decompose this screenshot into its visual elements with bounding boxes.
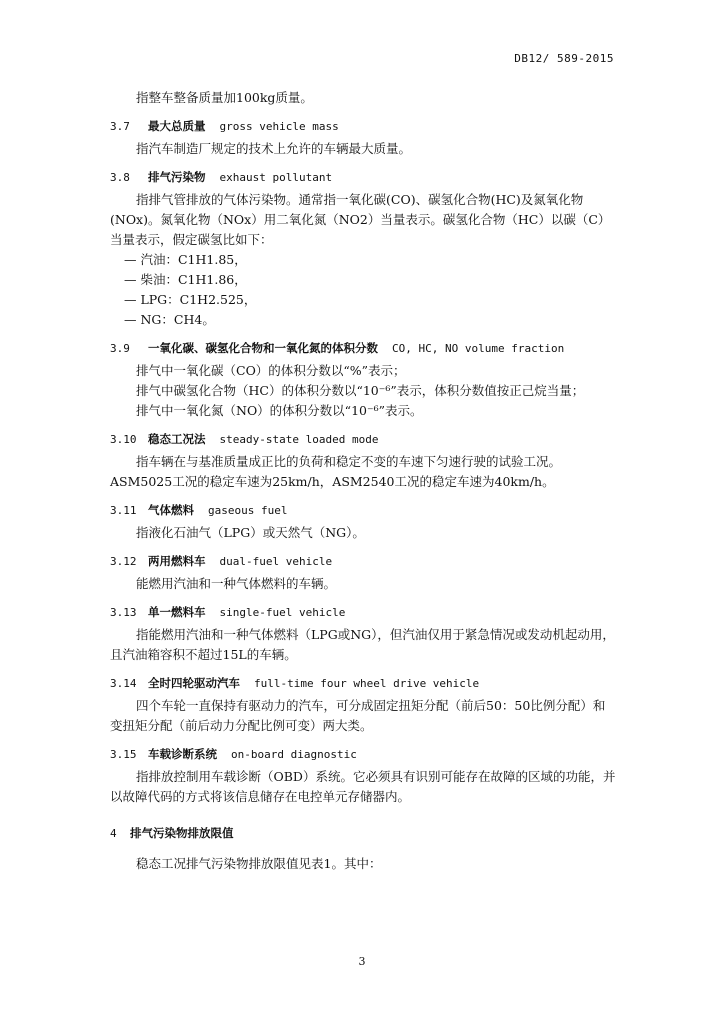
paragraph-3-11: 指液化石油气（LPG）或天然气（NG）。: [136, 525, 365, 540]
heading-number: 3.11: [110, 504, 137, 517]
line-hc: 排气中碳氢化合物（HC）的体积分数以“10⁻⁶”表示，体积分数值按正己烷当量；: [136, 383, 585, 398]
heading-cn: 稳态工况法: [148, 432, 206, 446]
heading-en: exhaust pollutant: [219, 171, 333, 184]
heading-en: full-time four wheel drive vehicle: [254, 677, 480, 690]
list-item: — 柴油：C1H1.86，: [124, 272, 247, 287]
heading-en: gaseous fuel: [208, 504, 288, 517]
paragraph-3-10: 指车辆在与基准质量成正比的负荷和稳定不变的车速下匀速行驶的试验工况。ASM5025工况的稳定车速为25km/h，ASM2540工况的稳定车速为40km/h。: [110, 454, 562, 489]
paragraph-4: 稳态工况排气污染物排放限值见表1。其中：: [136, 856, 382, 871]
heading-cn: 排气污染物排放限值: [130, 826, 234, 840]
heading-3-15: [110, 744, 616, 765]
line-co: 排气中一氧化碳（CO）的体积分数以“%”表示；: [136, 363, 406, 378]
heading-en: single-fuel vehicle: [219, 606, 346, 619]
line-no: 排气中一氧化氮（NO）的体积分数以“10⁻⁶”表示。: [136, 403, 423, 418]
heading-cn: 气体燃料: [148, 503, 194, 517]
list-item: — LPG：C1H2.525，: [124, 292, 257, 307]
heading-3-11: [110, 500, 616, 521]
heading-number: 3.9: [110, 342, 130, 355]
paragraph-3-12: 能燃用汽油和一种气体燃料的车辆。: [136, 576, 337, 591]
heading-cn: 一氧化碳、碳氢化合物和一氧化氮的体积分数: [148, 341, 378, 355]
heading-cn: 全时四轮驱动汽车: [148, 676, 240, 690]
heading-3-7: [110, 116, 616, 137]
paragraph-3-8: 指排气管排放的气体污染物。通常指一氧化碳(CO)、碳氢化合物(HC)及氮氧化物(NOx)。氮氧化物（NOx）用二氧化氮（NO2）当量表示。碳氢化合物（HC）以碳（C）当量表示，假定碳氢比如下：: [110, 192, 611, 247]
page-number: 3: [358, 955, 366, 968]
heading-cn: 单一燃料车: [148, 605, 206, 619]
heading-en: gross vehicle mass: [219, 120, 339, 133]
heading-number: 3.13: [110, 606, 137, 619]
document-id-header: DB12/ 589-2015: [514, 52, 614, 65]
list-item: — NG：CH4。: [124, 312, 215, 327]
heading-cn: 车载诊断系统: [148, 747, 217, 761]
heading-3-12: [110, 551, 616, 572]
heading-en: dual-fuel vehicle: [219, 555, 333, 568]
heading-cn: 排气污染物: [148, 170, 206, 184]
heading-3-14: [110, 673, 616, 694]
paragraph-3-14: 四个车轮一直保持有驱动力的汽车，可分成固定扭矩分配（前后50：50比例分配）和变扭矩分配（前后动力分配比例可变）两大类。: [110, 698, 606, 733]
heading-4: [110, 823, 616, 844]
document-body: [110, 88, 616, 874]
heading-3-13: [110, 602, 616, 623]
paragraph-3-7: 指汽车制造厂规定的技术上允许的车辆最大质量。: [136, 141, 412, 156]
hc-ratio-list: [110, 250, 616, 330]
heading-en: steady-state loaded mode: [219, 433, 379, 446]
heading-en: CO, HC, NO volume fraction: [392, 342, 565, 355]
list-item: — 汽油：C1H1.85，: [124, 252, 247, 267]
heading-cn: 两用燃料车: [148, 554, 206, 568]
heading-number: 3.8: [110, 171, 130, 184]
heading-number: 3.10: [110, 433, 137, 446]
heading-3-9: [110, 338, 616, 359]
heading-number: 4: [110, 827, 117, 840]
paragraph-3-13: 指能燃用汽油和一种气体燃料（LPG或NG），但汽油仅用于紧急情况或发动机起动用，且汽油箱容积不超过15L的车辆。: [110, 627, 615, 662]
heading-number: 3.14: [110, 677, 137, 690]
heading-number: 3.7: [110, 120, 130, 133]
heading-cn: 最大总质量: [148, 119, 206, 133]
heading-3-10: [110, 429, 616, 450]
paragraph-3-6-tail: 指整车整备质量加100kg质量。: [136, 90, 313, 105]
paragraph-3-15: 指排放控制用车载诊断（OBD）系统。它必须具有识别可能存在故障的区域的功能，并以故障代码的方式将该信息储存在电控单元存储器内。: [110, 769, 616, 804]
heading-number: 3.15: [110, 748, 137, 761]
heading-en: on-board diagnostic: [231, 748, 357, 761]
heading-number: 3.12: [110, 555, 137, 568]
heading-3-8: [110, 167, 616, 188]
